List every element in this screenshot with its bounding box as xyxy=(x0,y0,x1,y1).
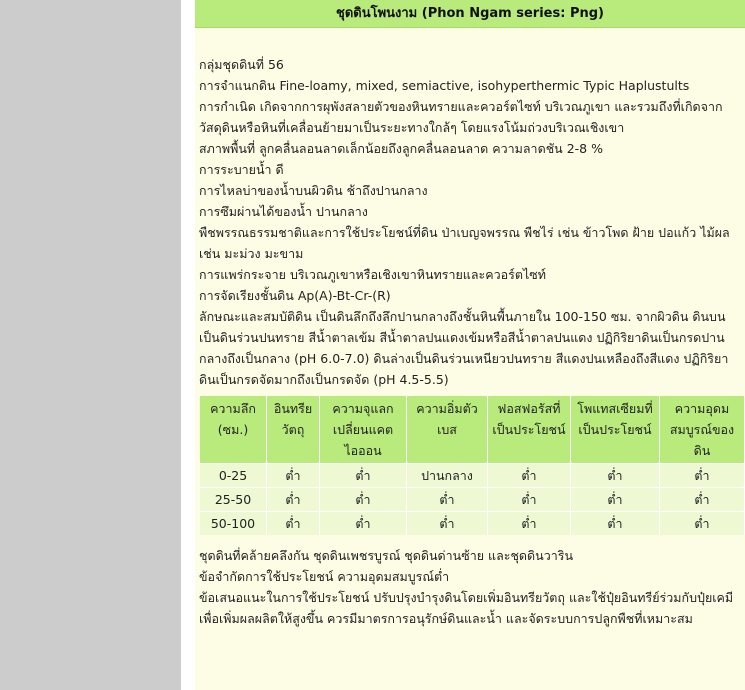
after-table-section xyxy=(199,541,745,629)
group-line: กลุ่มชุดดินที่ 56 xyxy=(199,57,284,72)
header-base-saturation: ความอิ่มตัวเบส xyxy=(407,396,488,463)
table-header-row xyxy=(200,396,745,463)
header-organic-matter: อินทรียวัตถุ xyxy=(267,396,320,463)
horizons-line: การจัดเรียงชั้นดิน Ap(A)-Bt-Cr-(R) xyxy=(199,288,391,303)
table-cell: ต่ำ xyxy=(488,511,571,535)
table-cell: ต่ำ xyxy=(267,511,320,535)
sidebar-gap xyxy=(181,0,195,690)
table-cell: ต่ำ xyxy=(660,487,745,511)
table-cell: 0-25 xyxy=(200,463,267,487)
header-cec: ความจุแลกเปลี่ยนแคตไอออน xyxy=(320,396,407,463)
content-panel xyxy=(195,0,745,690)
table-cell: ต่ำ xyxy=(320,511,407,535)
table-row xyxy=(200,511,745,535)
permeability-line: การซึมผ่านได้ของน้ำ ปานกลาง xyxy=(199,204,368,219)
table-cell: ต่ำ xyxy=(320,487,407,511)
terrain-line: สภาพพื้นที่ ลูกคลื่นลอนลาดเล็กน้อยถึงลูกคลื่นลอนลาด ความลาดชัน 2-8 % xyxy=(199,141,603,156)
table-cell: 50-100 xyxy=(200,511,267,535)
table-cell: 25-50 xyxy=(200,487,267,511)
vegetation-line: พืชพรรณธรรมชาติและการใช้ประโยชน์ที่ดิน ป่าเบญจพรรณ พืชไร่ เช่น ข้าวโพด ฝ้าย ปอแก้ว ไม้ผล เช่น มะม่วง มะขาม xyxy=(199,225,730,261)
header-depth: ความลึก (ซม.) xyxy=(200,396,267,463)
similar-series-line: ชุดดินที่คล้ายคลึงกัน ชุดดินเพชรบูรณ์ ชุดดินด่านซ้าย และชุดดินวาริน xyxy=(199,548,574,563)
classification-line: การจำแนกดิน Fine-loamy, mixed, semiactive, isohyperthermic Typic Haplustults xyxy=(199,78,690,93)
header-fertility: ความอุดมสมบูรณ์ของดิน xyxy=(660,396,745,463)
soil-properties-table xyxy=(200,396,745,535)
table-cell: ต่ำ xyxy=(488,463,571,487)
characteristics-paragraph: ลักษณะและสมบัติดิน เป็นดินลึกถึงลึกปานกลางถึงชั้นหินพื้นภายใน 100-150 ซม. จากผิวดิน ดินบนเป็นดินร่วนปนทราย สีน้ำตาลเข้ม สีน้ำตาลปนแดงเข้มหรือสีน้ำตาลปนแดง ปฏิกิริยาดินเป็นกรดปานกลางถึงเป็นกลาง (pH 6.0-7.0) ดินล่างเป็นดินร่วนเหนียวปนทราย สีแดงปนเหลืองถึงสีแดง ปฏิกิริยาดินเป็นกรดจัดมากถึงเป็นกรดจัด (pH 4.5-5.5) xyxy=(199,309,729,387)
left-sidebar xyxy=(0,0,181,690)
table-cell: ต่ำ xyxy=(407,511,488,535)
table-row xyxy=(200,463,745,487)
page-title: ชุดดินโพนงาม (Phon Ngam series: Png) xyxy=(195,0,745,28)
header-potassium: โพแทสเซียมที่เป็นประโยชน์ xyxy=(571,396,660,463)
recommendation-paragraph: ข้อเสนอแนะในการใช้ประโยชน์ ปรับปรุงบำรุงดินโดยเพิ่มอินทรียวัตถุ และใช้ปุ๋ยอินทรีย์ร่วมกับปุ๋ยเคมีเพื่อเพิ่มผลผลิตให้สูงขึ้น ควรมีมาตรการอนุรักษ์ดินและน้ำ และจัดระบบการปลูกพืชที่เหมาะสม xyxy=(199,590,734,626)
header-phosphorus: ฟอสฟอรัสที่เป็นประโยชน์ xyxy=(488,396,571,463)
table-cell: ต่ำ xyxy=(571,463,660,487)
limitations-line: ข้อจำกัดการใช้ประโยชน์ ความอุดมสมบูรณ์ต่ำ xyxy=(199,569,450,584)
table-cell: ต่ำ xyxy=(571,511,660,535)
table-cell: ต่ำ xyxy=(267,487,320,511)
distribution-line: การแพร่กระจาย บริเวณภูเขาหรือเชิงเขาหินทรายและควอร์ตไซท์ xyxy=(199,267,546,282)
table-cell: ต่ำ xyxy=(571,487,660,511)
table-cell: ต่ำ xyxy=(660,463,745,487)
origin-line-1: การกำเนิด เกิดจากการผุพังสลายตัวของหินทรายและควอร์ตไซท์ บริเวณภูเขา และรวมถึงที่เกิดจาก xyxy=(199,99,723,114)
table-cell: ปานกลาง xyxy=(407,463,488,487)
runoff-line: การไหลบ่าของน้ำบนผิวดิน ช้าถึงปานกลาง xyxy=(199,183,428,198)
table-cell: ต่ำ xyxy=(267,463,320,487)
drainage-line: การระบายน้ำ ดี xyxy=(199,162,284,177)
table-cell: ต่ำ xyxy=(320,463,407,487)
table-cell: ต่ำ xyxy=(488,487,571,511)
soil-description xyxy=(195,28,745,629)
table-row xyxy=(200,487,745,511)
table-cell: ต่ำ xyxy=(407,487,488,511)
origin-line-2: วัสดุดินหรือหินที่เคลื่อนย้ายมาเป็นระยะทางใกล้ๆ โดยแรงโน้มถ่วงบริเวณเชิงเขา xyxy=(199,120,625,135)
table-cell: ต่ำ xyxy=(660,511,745,535)
